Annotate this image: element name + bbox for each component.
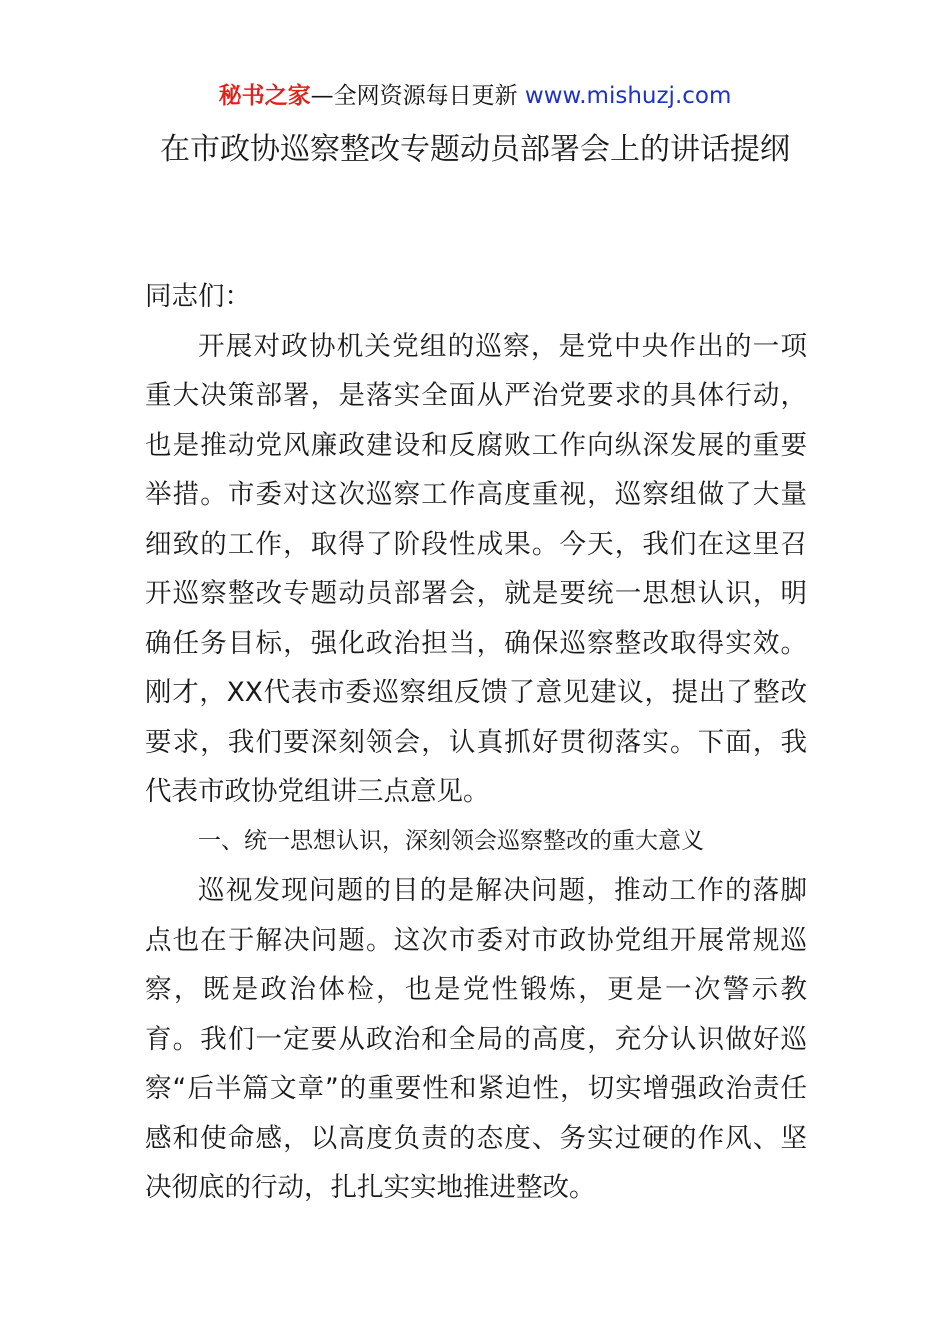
section-heading: 一、统一思想认识，深刻领会巡察整改的重大意义	[198, 827, 704, 854]
website-link[interactable]: www.mishuzj.com	[524, 83, 732, 109]
brand-name: 秘书之家	[218, 83, 311, 109]
header-banner	[0, 80, 950, 112]
section-paragraph: 巡视发现问题的目的是解决问题，推动工作的落脚点也在于解决问题。这次市委对市政协党组开展常规巡察，既是政治体检，也是党性锻炼，更是一次警示教育。我们一定要从政治和全局的高度，充分认识做好巡察“后半篇文章”的重要性和紧迫性，切实增强政治责任感和使命感，以高度负责的态度、务实过硬的作风、坚决彻底的行动，扎扎实实地推进整改。	[145, 875, 807, 1203]
salutation: 同志们：	[145, 281, 251, 312]
banner-tagline: —全网资源每日更新	[310, 83, 525, 109]
document-body	[145, 272, 807, 1213]
document-title: 在市政协巡察整改专题动员部署会上的讲话提纲	[160, 132, 790, 167]
opening-paragraph: 开展对政协机关党组的巡察，是党中央作出的一项重大决策部署，是落实全面从严治党要求的具体行动，也是推动党风廉政建设和反腐败工作向纵深发展的重要举措。市委对这次巡察工作高度重视，巡察组做了大量细致的工作，取得了阶段性成果。今天，我们在这里召开巡察整改专题动员部署会，就是要统一思想认识，明确任务目标，强化政治担当，确保巡察整改取得实效。刚才，XX代表市委巡察组反馈了意见建议，提出了整改要求，我们要深刻领会，认真抓好贯彻落实。下面，我代表市政协党组讲三点意见。	[145, 330, 807, 807]
